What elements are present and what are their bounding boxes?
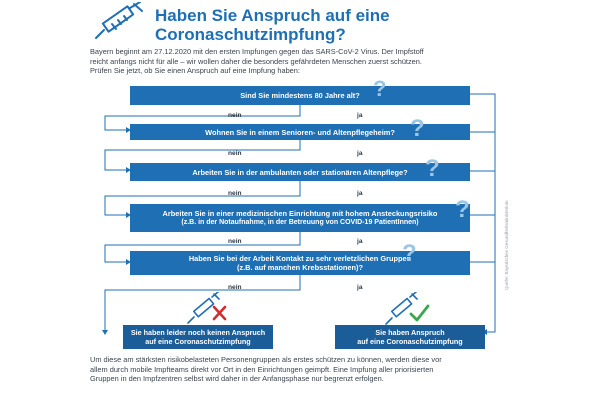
question-mark-icon: ? <box>410 115 425 142</box>
question-mark-icon: ? <box>455 196 470 223</box>
question-box-age: Sind Sie mindestens 80 Jahre alt? <box>130 86 470 105</box>
question-mark-icon: ? <box>425 155 440 182</box>
no-label: nein <box>228 190 242 197</box>
outro-text: Um diese am stärksten risikobelasteten Personengruppen als erstes schützen zu können, werden diese vor allem durch mobile Impfteams direkt vor Ort in den Einrichtungen geimpft. Eine Impfung aller priorisierten Gruppen in den Impfzentren selbst wird daher in der Anfangsphase nur begrenzt erfolgen. <box>90 355 442 384</box>
result-box-entitled: Sie haben Anspruch auf eine Coronaschutzimpfung <box>335 325 485 349</box>
question-box-elderly-care: Arbeiten Sie in der ambulanten oder stationären Altenpflege? <box>130 163 470 181</box>
no-label: nein <box>228 150 242 157</box>
page-title: Haben Sie Anspruch auf eine Coronaschutzimpfung? <box>155 6 390 44</box>
result-box-no-entitlement: Sie haben leider noch keinen Anspruch auf eine Coronaschutzimpfung <box>123 325 273 349</box>
no-label: nein <box>228 112 242 119</box>
question-box-medical-facility: Arbeiten Sie in einer medizinischen Einrichtung mit hohem Ansteckungsrisiko (z.B. in der Notaufnahme, in der Betreuung von COVID-19 PatientInnen) <box>130 204 470 232</box>
source-note: Quelle: Bayerisches Gesundheitsministerium <box>504 200 509 290</box>
yes-label: ja <box>357 284 363 291</box>
yes-label: ja <box>357 112 363 119</box>
syringe-check-icon <box>384 292 430 328</box>
no-label: nein <box>228 238 242 245</box>
yes-label: ja <box>357 190 363 197</box>
question-mark-icon: ? <box>373 76 387 101</box>
question-box-nursing-home: Wohnen Sie in einem Senioren- und Altenpflegeheim? <box>130 124 470 140</box>
question-box-vulnerable-groups: Haben Sie bei der Arbeit Kontakt zu sehr verletzlichen Gruppen (z.B. auf manchen Krebsstationen)? <box>130 251 470 275</box>
yes-label: ja <box>357 150 363 157</box>
intro-text: Bayern beginnt am 27.12.2020 mit den ersten Impfungen gegen das SARS-CoV-2 Virus. Der Impfstoff reicht anfangs nicht für alle – wir wollen daher die besonders gefährdeten Menschen zuerst schützen. Prüfen Sie jetzt, ob Sie einen Anspruch auf eine Impfung haben: <box>90 47 424 76</box>
yes-label: ja <box>357 238 363 245</box>
question-mark-icon: ? <box>402 240 417 267</box>
syringe-cross-icon <box>186 292 228 326</box>
no-label: nein <box>228 284 242 291</box>
